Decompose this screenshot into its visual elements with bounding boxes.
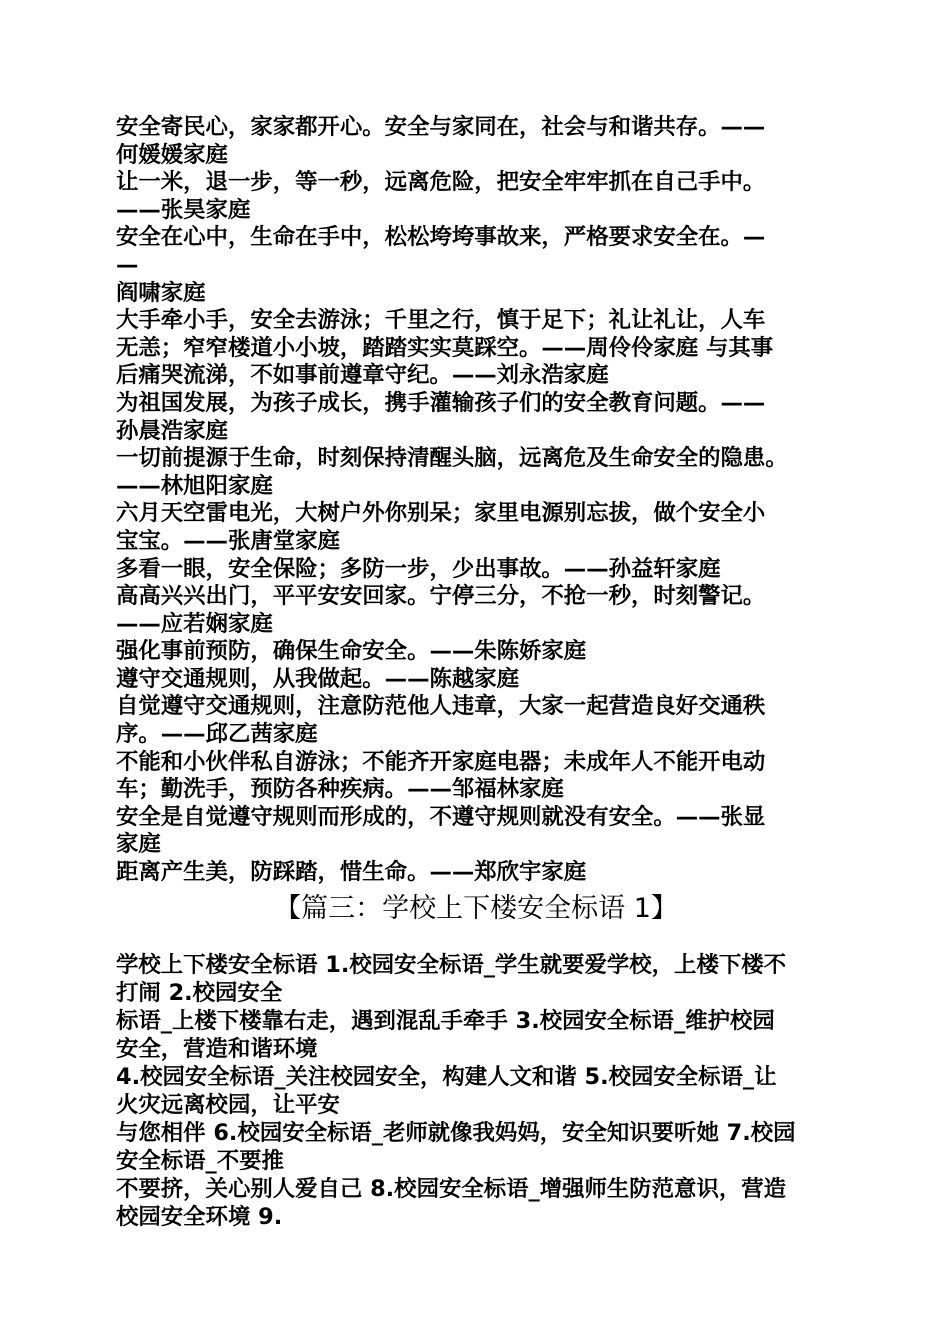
school-slogan-line: 标语_上楼下楼靠右走，遇到混乱手牵手 3.校园安全标语_维护校园 bbox=[116, 1007, 775, 1034]
document-page bbox=[116, 114, 836, 1231]
school-slogan-line: 4.校园安全标语_关注校园安全，构建人文和谐 5.校园安全标语_让 bbox=[116, 1063, 777, 1090]
slogan-line: 宝宝。——张唐堂家庭 bbox=[116, 527, 340, 554]
school-slogan-paragraph bbox=[116, 951, 836, 1231]
school-slogan-line: 打闹 2.校园安全 bbox=[116, 979, 283, 1006]
slogan-line: 安全是自觉遵守规则而形成的，不遵守规则就没有安全。——张显 bbox=[116, 803, 766, 830]
slogan-line: ——张昊家庭 bbox=[116, 196, 251, 223]
slogan-line: 让一米，退一步，等一秒，远离危险，把安全牢牢抓在自己手中。 bbox=[116, 169, 766, 196]
slogan-line: 阎啸家庭 bbox=[116, 279, 206, 306]
school-slogan-line: 火灾远离校园，让平安 bbox=[116, 1091, 340, 1118]
slogan-line: 遵守交通规则，从我做起。——陈越家庭 bbox=[116, 665, 520, 692]
slogan-line: 自觉遵守交通规则，注意防范他人违章，大家一起营造良好交通秩 bbox=[116, 693, 766, 720]
slogan-line: 一切前提源于生命，时刻保持清醒头脑，远离危及生命安全的隐患。 bbox=[116, 445, 788, 472]
slogan-line: ——林旭阳家庭 bbox=[116, 472, 273, 499]
slogan-line: 车；勤洗手，预防各种疾病。——邹福林家庭 bbox=[116, 776, 564, 803]
slogan-line: 多看一眼，安全保险；多防一步，少出事故。——孙益轩家庭 bbox=[116, 555, 721, 582]
slogan-line: 何媛媛家庭 bbox=[116, 141, 228, 168]
slogan-line: — bbox=[116, 251, 139, 278]
slogan-line: 无恙；窄窄楼道小小坡，踏踏实实莫踩空。——周伶伶家庭 与其事 bbox=[116, 334, 774, 361]
slogan-line: 安全在心中，生命在手中，松松垮垮事故来，严格要求安全在。— bbox=[116, 224, 766, 251]
school-slogan-line: 校园安全环境 9. bbox=[116, 1203, 283, 1230]
school-slogan-line: 学校上下楼安全标语 1.校园安全标语_学生就要爱学校，上楼下楼不 bbox=[116, 951, 787, 978]
slogan-line: 不能和小伙伴私自游泳；不能齐开家庭电器；未成年人不能开电动 bbox=[116, 748, 766, 775]
slogan-line: 高高兴兴出门，平平安安回家。宁停三分，不抢一秒，时刻警记。 bbox=[116, 583, 766, 610]
slogan-line: 为祖国发展，为孩子成长，携手灌输孩子们的安全教育问题。—— bbox=[116, 389, 766, 416]
family-slogan-list bbox=[116, 114, 836, 887]
school-slogan-line: 安全，营造和谐环境 bbox=[116, 1035, 318, 1062]
slogan-line: 强化事前预防，确保生命安全。——朱陈娇家庭 bbox=[116, 638, 587, 665]
slogan-line: 六月天空雷电光，大树户外你别呆；家里电源别忘拔，做个安全小 bbox=[116, 500, 766, 527]
slogan-line: 孙晨浩家庭 bbox=[116, 417, 228, 444]
slogan-line: 家庭 bbox=[116, 831, 161, 858]
slogan-line: ——应若娴家庭 bbox=[116, 610, 273, 637]
slogan-line: 序。——邱乙茜家庭 bbox=[116, 721, 318, 748]
slogan-line: 安全寄民心，家家都开心。安全与家同在，社会与和谐共存。—— bbox=[116, 114, 766, 140]
slogan-line: 距离产生美，防踩踏，惜生命。——郑欣宇家庭 bbox=[116, 859, 587, 886]
section-heading: 【篇三：学校上下楼安全标语 1】 bbox=[274, 892, 678, 924]
slogan-line: 大手牵小手，安全去游泳；千里之行，慎于足下；礼让礼让，人车 bbox=[116, 307, 766, 334]
school-slogan-line: 安全标语_不要推 bbox=[116, 1147, 284, 1174]
school-slogan-line: 不要挤，关心别人爱自己 8.校园安全标语_增强师生防范意识，营造 bbox=[116, 1175, 787, 1202]
slogan-line: 后痛哭流涕，不如事前遵章守纪。——刘永浩家庭 bbox=[116, 362, 609, 389]
school-slogan-line: 与您相伴 6.校园安全标语_老师就像我妈妈，安全知识要听她 7.校园 bbox=[116, 1119, 796, 1146]
